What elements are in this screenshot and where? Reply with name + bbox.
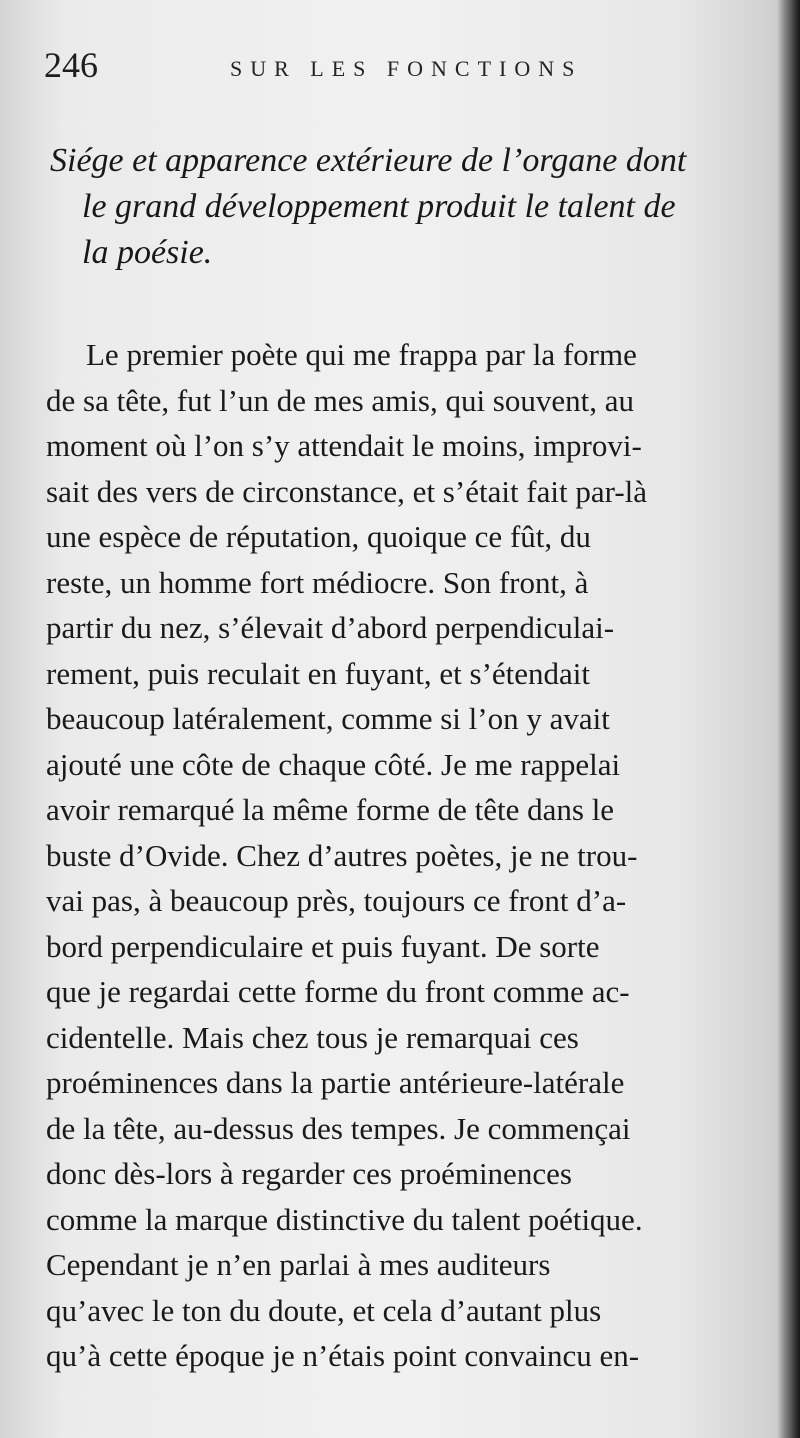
- body-paragraph: [46, 332, 768, 1379]
- text-line: cidentelle. Mais chez tous je remarquai ces: [46, 1019, 579, 1055]
- text-line: comme la marque distinctive du talent poétique.: [46, 1201, 643, 1237]
- text-line: reste, un homme fort médiocre. Son front, à: [46, 564, 589, 600]
- text-line: vai pas, à beaucoup près, toujours ce front d’a-: [46, 883, 627, 918]
- text-line: qu’avec le ton du doute, et cela d’autant plus: [46, 1292, 602, 1328]
- page-edge-shadow: [778, 0, 800, 1438]
- heading-line: le grand développement produit le talent de: [82, 188, 676, 225]
- text-line: bord perpendiculaire et puis fuyant. De sorte: [46, 928, 600, 964]
- text-line: ajouté une côte de chaque côté. Je me rappelai: [46, 746, 621, 782]
- text-line: partir du nez, s’élevait d’abord perpendiculai-: [46, 610, 615, 645]
- text-line: proéminences dans la partie antérieure-latérale: [46, 1065, 625, 1100]
- text-line: que je regardai cette forme du front comme ac-: [46, 974, 630, 1009]
- page-header: [44, 44, 764, 94]
- text-line: de la tête, au-dessus des tempes. Je commençai: [46, 1110, 631, 1146]
- page-number: 246: [44, 45, 98, 85]
- heading-line: Siége et apparence extérieure de l’organe dont: [50, 142, 687, 179]
- text-line: une espèce de réputation, quoique ce fût, du: [46, 519, 591, 554]
- heading-line: la poésie.: [82, 234, 213, 271]
- text-line: de sa tête, fut l’un de mes amis, qui souvent, au: [46, 382, 635, 418]
- text-line: qu’à cette époque je n’étais point convaincu en-: [46, 1338, 640, 1373]
- text-line: sait des vers de circonstance, et s’était fait par-là: [46, 473, 648, 509]
- section-heading: [50, 138, 764, 276]
- text-line: Le premier poète qui me frappa par la forme: [86, 337, 637, 372]
- text-line: moment où l’on s’y attendait le moins, improvi-: [46, 428, 642, 463]
- running-head: SUR LES FONCTIONS: [230, 56, 583, 81]
- text-line: Cependant je n’en parlai à mes auditeurs: [46, 1247, 551, 1282]
- text-line: donc dès-lors à regarder ces proéminences: [46, 1156, 572, 1191]
- text-line: buste d’Ovide. Chez d’autres poètes, je ne trou-: [46, 837, 638, 873]
- text-line: beaucoup latéralement, comme si l’on y avait: [46, 701, 610, 736]
- text-line: rement, puis reculait en fuyant, et s’étendait: [46, 655, 591, 691]
- text-line: avoir remarqué la même forme de tête dans le: [46, 792, 615, 827]
